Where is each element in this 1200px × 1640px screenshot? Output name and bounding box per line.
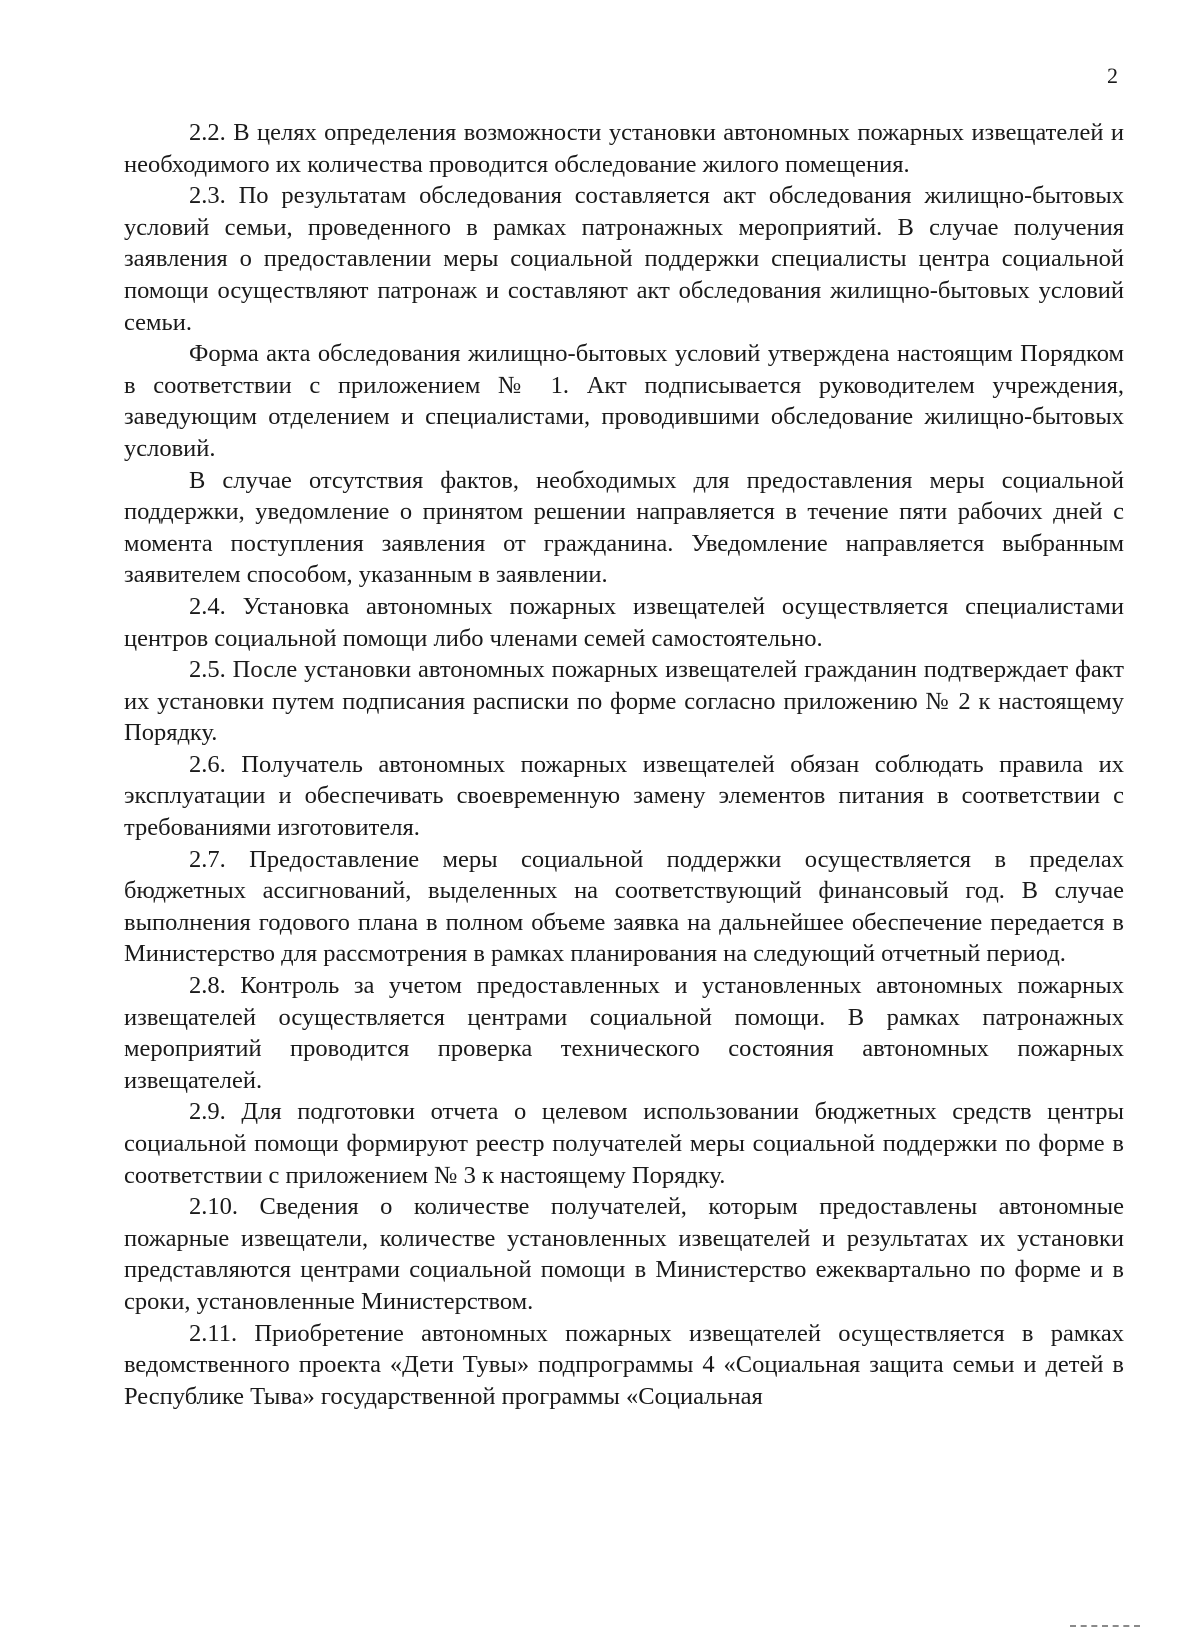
paragraph-notification: В случае отсутствия фактов, необходимых для предоставления меры социальной поддержки, уведомление о принятом решении направляется в течение пяти рабочих дней с момента поступления заявления от гражданина. Уведомление направляется выбранным заявителем способом, указанным в заявлении. bbox=[124, 466, 1124, 589]
paragraph-2-2: 2.2. В целях определения возможности установки автономных пожарных извещателей и необходимого их количества проводится обследование жилого помещения. bbox=[124, 119, 1124, 178]
paragraph-2-8: 2.8. Контроль за учетом предоставленных и установленных автономных пожарных извещателей осуществляется центрами социальной помощи. В рамках патронажных мероприятий проводится проверка технического состояния автономных пожарных извещателей. bbox=[124, 972, 1124, 1094]
paragraph-2-3: 2.3. По результатам обследования составляется акт обследования жилищно-бытовых условий семьи, проведенного в рамках патронажных мероприятий. В случае получения заявления о предоставлении меры социальной поддержки специалисты центра социальной помощи осуществляют патронаж и составляют акт обследования жилищно-бытовых условий семьи. bbox=[124, 182, 1124, 336]
paragraph-2-11: 2.11. Приобретение автономных пожарных извещателей осуществляется в рамках ведомственного проекта «Дети Тувы» подпрограммы 4 «Социальная защита семьи и детей в Республике Тыва» государственной программы «Социальная bbox=[124, 1319, 1124, 1410]
paragraph-2-5: 2.5. После установки автономных пожарных извещателей гражданин подтверждает факт их установки путем подписания расписки по форме согласно приложению № 2 к настоящему Порядку. bbox=[124, 656, 1124, 747]
paragraph-2-9: 2.9. Для подготовки отчета о целевом использовании бюджетных средств центры социальной помощи формируют реестр получателей меры социальной поддержки по форме в соответствии с приложением № 3 к настоящему Порядку. bbox=[124, 1098, 1124, 1189]
paragraph-2-4: 2.4. Установка автономных пожарных извещателей осуществляется специалистами центров социальной помощи либо членами семей самостоятельно. bbox=[124, 592, 1124, 652]
document-body bbox=[124, 117, 1124, 1412]
paragraph-act-form: Форма акта обследования жилищно-бытовых условий утверждена настоящим Порядком в соответствии с приложением № 1. Акт подписывается руководителем учреждения, заведующим отделением и специалистами, проводившими обследование жилищно-бытовых условий. bbox=[124, 340, 1124, 462]
paragraph-2-10: 2.10. Сведения о количестве получателей, которым предоставлены автономные пожарные извещатели, количестве установленных извещателей и результатах их установки представляются центрами социальной помощи в Министерство ежеквартально по форме и в сроки, установленные Министерством. bbox=[124, 1193, 1124, 1315]
paragraph-2-7: 2.7. Предоставление меры социальной поддержки осуществляется в пределах бюджетных ассигнований, выделенных на соответствующий финансовый год. В случае выполнения годового плана в полном объеме заявка на дальнейшее обеспечение передается в Министерство для рассмотрения в рамках планирования на следующий отчетный период. bbox=[124, 845, 1124, 968]
paragraph-2-6: 2.6. Получатель автономных пожарных извещателей обязан соблюдать правила их эксплуатации и обеспечивать своевременную замену элементов питания в соответствии с требованиями изготовителя. bbox=[124, 750, 1124, 842]
scan-edge-mark bbox=[1070, 1625, 1140, 1630]
page-number: 2 bbox=[1107, 63, 1118, 88]
